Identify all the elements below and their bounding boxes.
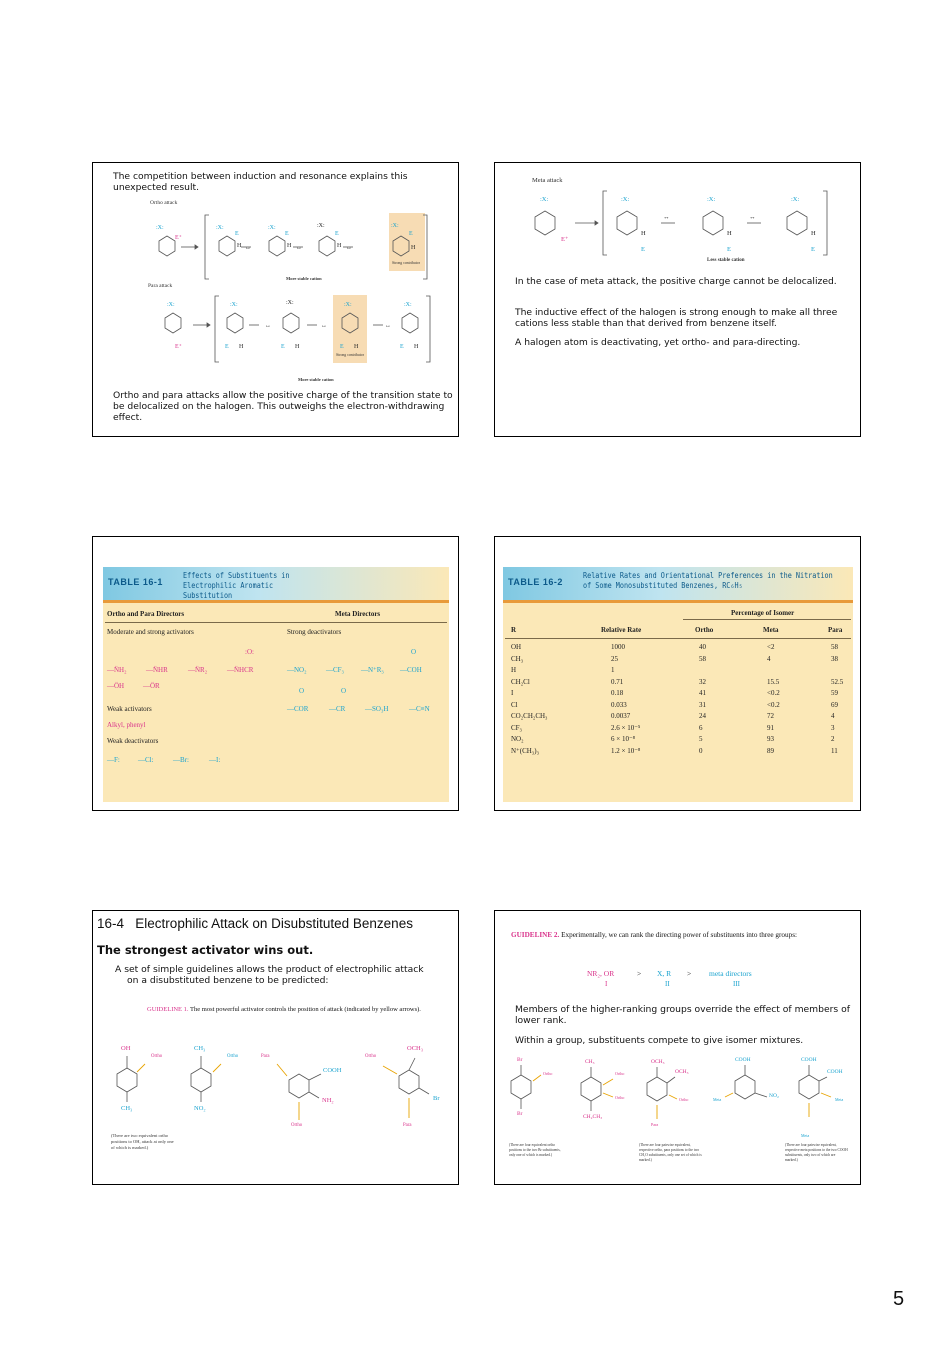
m6-ortho-1: Ortho [543, 1071, 553, 1076]
table2-cell: 0 [699, 746, 703, 755]
table1-alkyl: Alkyl, phenyl [107, 721, 146, 729]
table2-cell: CF₃ [511, 723, 523, 732]
table2-cell: 91 [767, 723, 774, 732]
slide6-para1: Members of the higher-ranking groups override the effect of members of lower rank. [515, 1004, 850, 1026]
page-number: 5 [893, 1288, 905, 1310]
slide2-para2: The inductive effect of the halogen is strong enough to make all three cations less stable than that derived from benzene itself. [515, 307, 838, 329]
table1-tag: TABLE 16-1 [108, 577, 163, 587]
svg-text:E: E [335, 231, 339, 237]
svg-text::X:: :X: [344, 302, 352, 308]
heading-text: Electrophilic Attack on Disubstituted Benzenes [135, 916, 413, 931]
table1-col2: Meta Directors [335, 610, 381, 618]
table2-cell: 4 [767, 654, 771, 663]
table2-cell: 41 [699, 689, 706, 697]
more-stable-label-2: More stable cation [298, 377, 334, 382]
table2-cell: <2 [767, 643, 775, 651]
mol-ch3-top: CH₃ [194, 1045, 206, 1052]
m6-no2: NO₂ [769, 1093, 779, 1099]
table2-cell: 58 [699, 654, 706, 663]
m6-ortho-3: Ortho [615, 1095, 625, 1100]
m6-cooh-2: COOH [801, 1057, 817, 1063]
halogen-cl: —Cl: [138, 756, 154, 764]
mol-nh2: NH₂ [322, 1097, 334, 1104]
table2-cell: <0.2 [767, 700, 780, 709]
mol-ortho-4: Ortho [365, 1054, 377, 1059]
svg-text::X:: :X: [230, 302, 238, 308]
rank-roman-1: I [605, 980, 608, 988]
svg-text:E: E [400, 344, 404, 350]
slide-disubstituted [92, 910, 459, 1185]
svg-text:E: E [225, 344, 229, 350]
svg-text:E: E [235, 231, 239, 237]
slide5-note: (There are two equivalent ortho positions to OH, attack at only one of which is marked.) [111, 1133, 174, 1150]
mol-cooh: COOH [323, 1067, 342, 1074]
guideline1-text: The most powerful activator controls the position of attack (indicated by yellow arrows). [190, 1006, 421, 1013]
deactivator-cn: —C≡N [409, 705, 430, 713]
table1-weak-deactivators: Weak deactivators [107, 737, 159, 745]
table2-h-r: R [511, 626, 517, 634]
rank-g3: meta directors [709, 969, 752, 978]
svg-text::X:: :X: [156, 225, 164, 231]
svg-text::X:: :X: [707, 196, 716, 203]
table2-cell: H [511, 666, 517, 674]
slide-meta-attack [494, 162, 861, 437]
rank-g2: X, R [657, 969, 672, 978]
mol-och3: OCH₃ [407, 1045, 423, 1052]
strong-contributor-1: Strong contributor [392, 261, 420, 265]
table2-cell: 0.71 [611, 677, 624, 686]
table2-h-rate: Relative Rate [601, 626, 642, 634]
m6-para: Para [651, 1122, 659, 1127]
table1-o-label: :O: [245, 648, 254, 656]
table1-mod-activators: Moderate and strong activators [107, 628, 194, 636]
svg-text:H: H [295, 344, 300, 350]
table2-cell: 1000 [611, 643, 625, 651]
table2-cell: NO₂ [511, 735, 524, 743]
deact-o-cor: O [299, 687, 305, 695]
slide6-note-2: (There are four pairwise equivalent, respective ortho, para positions to the two CH₃O substituents, only one set of which is marked.) [639, 1143, 702, 1162]
table2-cell: 11 [831, 746, 838, 755]
meta-attack-label: Meta attack [532, 177, 563, 184]
table2-cell: 52.5 [831, 677, 844, 686]
svg-text:E: E [811, 246, 815, 253]
svg-text:E: E [727, 246, 731, 253]
activator-nh2: —N̈H₂ [107, 666, 127, 674]
deactivator-cr: —CR [329, 705, 346, 713]
m6-br-top: Br [517, 1057, 523, 1063]
m6-och3-b: OCH₃ [675, 1069, 689, 1075]
table2-cell: OH [511, 643, 522, 651]
mol-no2: NO₂ [194, 1105, 206, 1112]
slide-ortho-para-attack [92, 162, 459, 437]
guideline2-text: Experimentally, we can rank the directing power of substituents into three groups: [561, 931, 797, 939]
table2-cell: 4 [831, 712, 835, 720]
table1-title: Effects of Substituents in Electrophilic Aromatic Substitution [183, 571, 290, 600]
table2-cell: <0.2 [767, 689, 780, 697]
mol-ortho-1: Ortho [151, 1054, 163, 1059]
svg-text::X:: :X: [167, 302, 175, 308]
table2-cell: Cl [511, 700, 518, 709]
table2-cell: 0.033 [611, 700, 627, 709]
svg-text:↔: ↔ [265, 323, 271, 329]
deactivator-cooh: —COH [400, 666, 422, 674]
m6-meta-3: Meta [801, 1133, 810, 1138]
table2-cell: 24 [699, 712, 706, 720]
mol-ortho-3: Ortho [291, 1123, 303, 1128]
table2-cell: 5 [699, 735, 703, 743]
svg-text::X:: :X: [391, 223, 399, 229]
svg-text::X:: :X: [216, 225, 224, 231]
mol-para-1: Para [261, 1054, 270, 1059]
slide-guideline-2 [494, 910, 861, 1185]
deact-o-cooh: O [411, 648, 417, 656]
halogen-br: —Br: [173, 756, 189, 764]
slide5-heading [97, 916, 413, 931]
svg-text:↔: ↔ [245, 245, 251, 251]
slide6-para2: Within a group, substituents compete to give isomer mixtures. [515, 1035, 804, 1046]
para-attack-diagram [93, 290, 459, 385]
m6-ch2ch3: CH₂CH₃ [583, 1114, 603, 1120]
svg-text:H: H [237, 243, 242, 249]
svg-text::X:: :X: [404, 302, 412, 308]
table2-cell: 0.18 [611, 689, 624, 697]
table2-cell: 1 [611, 666, 615, 674]
table2-cell: 6 × 10⁻⁸ [611, 735, 636, 743]
svg-text::X:: :X: [268, 225, 276, 231]
svg-text:E⁺: E⁺ [175, 235, 182, 241]
svg-text:E: E [641, 246, 645, 253]
table2-cell: 40 [699, 643, 706, 651]
activator-oh: —ÖH [107, 682, 125, 690]
table2-cell: 59 [831, 689, 838, 697]
m6-ortho-4: Ortho [679, 1097, 689, 1102]
table2-cell: CO₂CH₂CH₃ [511, 712, 548, 720]
guideline2 [511, 931, 851, 940]
m6-cooh-3: COOH [827, 1069, 843, 1075]
table2-cell: 38 [831, 654, 838, 663]
table2-title: Relative Rates and Orientational Preferences in the Nitration of Some Monosubstituted Benzenes, RC₆H₅ [583, 571, 833, 590]
table2-tag: TABLE 16-2 [508, 577, 563, 587]
deactivator-nr3: —N⁺R₃ [361, 666, 384, 674]
table2-cell: 6 [699, 723, 703, 732]
table2-cell: 32 [699, 677, 706, 686]
slide5-subheading: The strongest activator wins out. [97, 943, 314, 957]
table2-cell: CH₂Cl [511, 677, 530, 686]
table2-cell: 31 [699, 700, 706, 709]
table2-cell: 69 [831, 700, 838, 709]
svg-text:H: H [239, 344, 244, 350]
more-stable-label-1: More stable cation [286, 276, 322, 281]
mol-br: Br [433, 1095, 440, 1102]
table2-h-meta: Meta [763, 626, 779, 634]
svg-text:H: H [354, 344, 359, 350]
mol-oh: OH [121, 1045, 131, 1052]
halogen-i: —I: [209, 756, 221, 764]
m6-br-bottom: Br [517, 1111, 523, 1117]
svg-text:E⁺: E⁺ [561, 236, 569, 243]
m6-meta-1: Meta [713, 1097, 722, 1102]
svg-text::X:: :X: [791, 196, 800, 203]
deactivator-so3h: —SO₃H [365, 705, 389, 713]
slide6-note-3: (There are four pairwise equivalent, respective meta positions to the two COOH substituents, only two of which are marked.) [785, 1143, 848, 1162]
guideline1 [147, 1006, 447, 1014]
svg-text:E⁺: E⁺ [175, 344, 182, 350]
table2-cell: 58 [831, 643, 838, 651]
table1-weak-activators: Weak activators [107, 705, 152, 713]
svg-text:H: H [727, 230, 732, 237]
table2-cell: 89 [767, 746, 774, 755]
table2-group-header: Percentage of Isomer [731, 609, 795, 617]
m6-cooh-1: COOH [735, 1057, 751, 1063]
svg-text:↔: ↔ [385, 323, 391, 329]
activator-or: —ÖR [143, 682, 160, 690]
guideline2-label: GUIDELINE 2. [511, 931, 560, 939]
svg-text:H: H [337, 243, 342, 249]
strong-contributor-2: Strong contributor [336, 353, 364, 357]
deact-o-cr: O [341, 687, 347, 695]
svg-text:H: H [811, 230, 816, 237]
table2-cell: 1.2 × 10⁻⁸ [611, 746, 641, 755]
deactivator-cor: —COR [287, 705, 309, 713]
guideline1-label: GUIDELINE 1. [147, 1006, 189, 1013]
activator-nhcr: —N̈HCR [227, 666, 254, 674]
table1-col1: Ortho and Para Directors [107, 610, 185, 618]
table2-cell: 3 [831, 723, 835, 732]
less-stable-label: Less stable cation [707, 258, 745, 263]
m6-ortho-2: Ortho [615, 1071, 625, 1076]
ortho-attack-label: Ortho attack [150, 200, 178, 206]
table2-cell: CH₃ [511, 654, 524, 663]
svg-text:E: E [281, 344, 285, 350]
svg-text:H: H [641, 230, 646, 237]
svg-text:↔: ↔ [346, 245, 352, 251]
svg-text:H: H [287, 243, 292, 249]
heading-number: 16-4 [97, 916, 125, 931]
svg-text:E: E [409, 231, 413, 237]
para-attack-label: Para attack [148, 283, 173, 289]
rank-g1: NR₂, OR [587, 969, 615, 978]
svg-text::X:: :X: [317, 223, 325, 229]
slide1-conclusion: Ortho and para attacks allow the positive charge of the transition state to be delocalized on the halogen. This outweighs the electron-withdrawing effect. [113, 390, 453, 423]
svg-text:H: H [411, 245, 416, 251]
deactivator-no2: —NO₂ [287, 666, 307, 674]
svg-text::X:: :X: [621, 196, 630, 203]
slide5-body: A set of simple guidelines allows the product of electrophilic attack on a disubstituted benzene to be predicted: [115, 964, 424, 986]
table2-h-para: Para [828, 626, 843, 634]
table2-cell: 72 [767, 712, 774, 720]
mol-para-2: Para [403, 1123, 412, 1128]
mol-ch3-bottom: CH₃ [121, 1105, 133, 1112]
svg-text:↔: ↔ [296, 245, 302, 251]
table2-cell: 2.6 × 10⁻⁵ [611, 723, 641, 732]
halogen-f: —F: [107, 756, 120, 764]
activator-nhr: —N̈HR [146, 666, 168, 674]
table2-cell: 0.0037 [611, 712, 631, 720]
svg-text:E: E [340, 344, 344, 350]
table2-h-ortho: Ortho [695, 626, 714, 634]
table2-cell: I [511, 689, 514, 697]
mol-ortho-2: Ortho [227, 1054, 239, 1059]
rank-roman-3: III [733, 980, 740, 988]
m6-och3-a: OCH₃ [651, 1059, 665, 1065]
m6-ch3: CH₃ [585, 1059, 595, 1065]
table1-header [103, 567, 449, 603]
slide6-note-1: (There are four equivalent ortho positions to the two Br substituents, only one of which is marked.) [509, 1143, 561, 1157]
m6-meta-2: Meta [835, 1097, 844, 1102]
table2-cell: 2 [831, 735, 835, 743]
slide2-para3: A halogen atom is deactivating, yet ortho- and para-directing. [515, 337, 801, 348]
svg-text::X:: :X: [540, 196, 549, 203]
svg-text:↔: ↔ [663, 214, 670, 221]
rank-gt2: > [687, 969, 692, 978]
svg-text:E: E [285, 231, 289, 237]
slide-table-16-1 [92, 536, 459, 811]
svg-text:H: H [414, 344, 419, 350]
svg-text::X:: :X: [286, 300, 294, 306]
svg-text:↔: ↔ [321, 323, 327, 329]
meta-attack-diagram [495, 183, 861, 258]
table2-cell: 93 [767, 735, 774, 743]
svg-text:↔: ↔ [749, 214, 756, 221]
slide2-para1: In the case of meta attack, the positive charge cannot be delocalized. [515, 276, 837, 287]
activator-nr2: —N̈R₂ [188, 666, 208, 674]
table2-cell: 25 [611, 654, 618, 663]
slide1-intro: The competition between induction and resonance explains this unexpected result. [113, 171, 408, 193]
deactivator-cf3: —CF₃ [326, 666, 345, 674]
table2-cell: N⁺(CH₃)₃ [511, 746, 540, 755]
table1-strong-deactivators: Strong deactivators [287, 628, 342, 636]
table2-cell: 15.5 [767, 677, 780, 686]
rank-gt1: > [637, 969, 642, 978]
table2-header [503, 567, 853, 603]
rank-roman-2: II [665, 980, 670, 988]
slide-table-16-2 [494, 536, 861, 811]
